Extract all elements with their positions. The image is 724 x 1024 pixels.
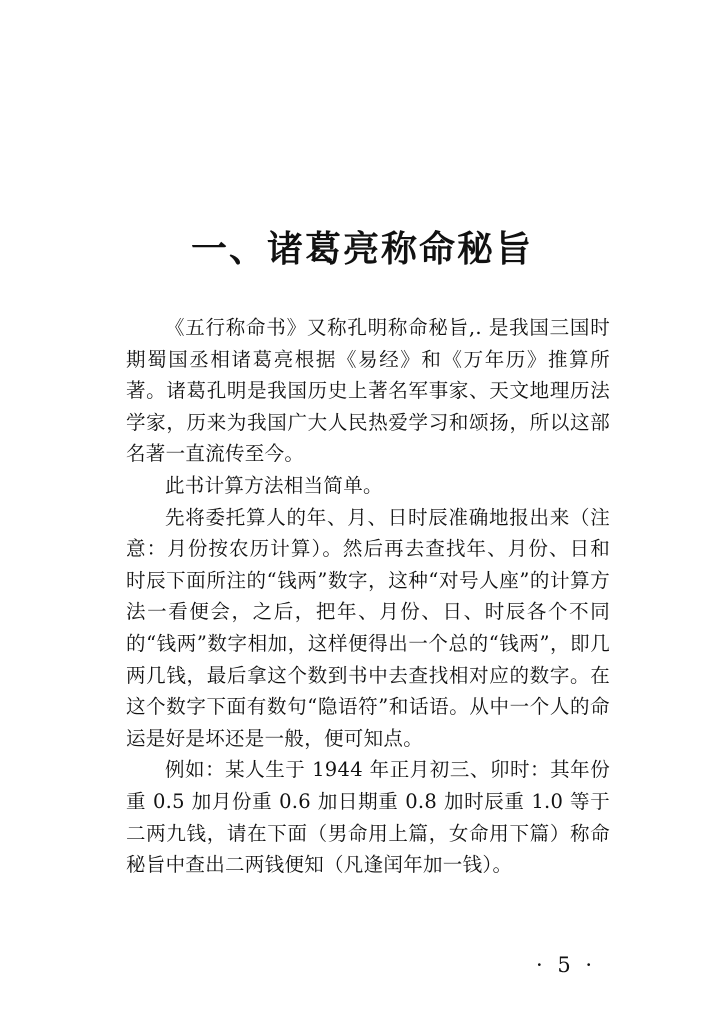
chapter-title: 一、诸葛亮称命秘旨 [190,229,533,270]
body-text [126,312,610,881]
page-number: · 5 · [536,953,597,977]
paragraph-procedure: 先将委托算人的年、月、日时辰准确地报出来（注意：月份按农历计算）。然后再去查找年、月份、日和时辰下面所注的“钱两”数字，这种“对号人座”的计算方法一看便会，之后，把年、月份、日、时辰各个不同的“钱两”数字相加，这样便得出一个总的“钱两”，即几两几钱，最后拿这个数到书中去查找相对应的数字。在这个数字下面有数句“隐语符”和话语。从中一个人的命运是好是坏还是一般，便可知点。 [126,505,610,750]
paragraph-intro: 《五行称命书》又称孔明称命秘旨,. 是我国三国时期蜀国丞相诸葛亮根据《易经》和《万年历》推算所著。诸葛孔明是我国历史上著名军事家、天文地理历法学家，历来为我国广大人民热爱学习和颂扬，所以这部名著一直流传至今。 [126,316,610,466]
paragraph-example: 例如：某人生于 1944 年正月初三、卯时：其年份重 0.5 加月份重 0.6 加日期重 0.8 加时辰重 1.0 等于二两九钱，请在下面（男命用上篇，女命用下篇）称命秘旨中查出二两钱便知（凡逢闰年加一钱）。 [126,758,610,877]
paragraph-method-simple: 此书计算方法相当简单。 [165,473,383,497]
